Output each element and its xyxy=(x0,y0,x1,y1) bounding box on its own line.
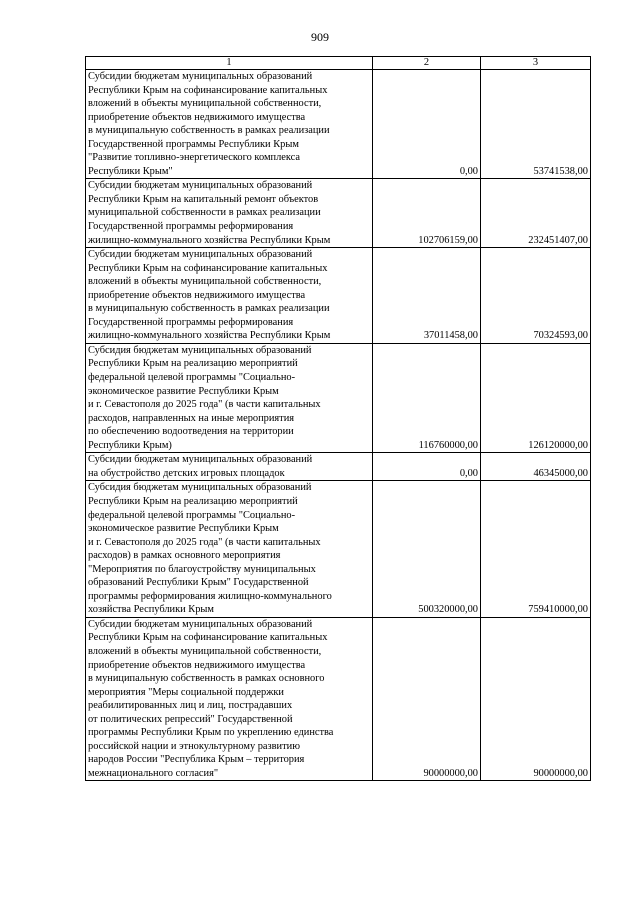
row-value-col2: 37011458,00 xyxy=(373,248,481,344)
row-value-col3: 232451407,00 xyxy=(481,179,591,248)
row-value-col3: 53741538,00 xyxy=(481,70,591,179)
row-value-col2: 500320000,00 xyxy=(373,481,481,617)
row-value-col2: 102706159,00 xyxy=(373,179,481,248)
table-row xyxy=(86,617,591,781)
table-row xyxy=(86,453,591,481)
column-header-3: 3 xyxy=(481,57,591,70)
column-header-1: 1 xyxy=(86,57,373,70)
row-value-col2: 0,00 xyxy=(373,70,481,179)
row-value-col2: 90000000,00 xyxy=(373,617,481,781)
table-row xyxy=(86,343,591,452)
row-description: Субсидии бюджетам муниципальных образований Республики Крым на софинансирование капитальных вложений в объекты муниципальной собственности, приобретение объектов недвижимого имущества в муниципальную собственность в рамках реализации Государственной программы Республики Крым "Развитие топливно-энергетического комплекса Республики Крым" xyxy=(86,70,373,179)
row-description: Субсидия бюджетам муниципальных образований Республики Крым на реализацию мероприятий федеральной целевой программы "Социально- экономическое развитие Республики Крым и г. Севастополя до 2025 года" (в части капитальных расходов, направленных на иные мероприятия по обеспечению водоотведения на территории Республики Крым) xyxy=(86,343,373,452)
row-value-col3: 759410000,00 xyxy=(481,481,591,617)
row-value-col2: 116760000,00 xyxy=(373,343,481,452)
table-row xyxy=(86,70,591,179)
table-header-row xyxy=(86,57,591,70)
budget-table xyxy=(85,56,591,781)
row-value-col3: 46345000,00 xyxy=(481,453,591,481)
row-description: Субсидии бюджетам муниципальных образований Республики Крым на капитальный ремонт объектов муниципальной собственности в рамках реализации Государственной программы реформирования жилищно-коммунального хозяйства Республики Крым xyxy=(86,179,373,248)
row-description: Субсидия бюджетам муниципальных образований Республики Крым на реализацию мероприятий федеральной целевой программы "Социально- экономическое развитие Республики Крым и г. Севастополя до 2025 года" (в части капитальных расходов) в рамках основного мероприятия "Мероприятия по благоустройству муниципальных образований Республики Крым" Государственной программы реформирования жилищно-коммунального хозяйства Республики Крым xyxy=(86,481,373,617)
row-description: Субсидии бюджетам муниципальных образований Республики Крым на софинансирование капитальных вложений в объекты муниципальной собственности, приобретение объектов недвижимого имущества в муниципальную собственность в рамках основного мероприятия "Меры социальной поддержки реабилитированных лиц и лиц, пострадавших от политических репрессий" Государственной программы Республики Крым по укреплению единства российской нации и этнокультурному развитию народов России "Республика Крым – территория межнационального согласия" xyxy=(86,617,373,781)
table-row xyxy=(86,481,591,617)
column-header-2: 2 xyxy=(373,57,481,70)
table-row xyxy=(86,248,591,344)
row-description: Субсидии бюджетам муниципальных образований на обустройство детских игровых площадок xyxy=(86,453,373,481)
row-value-col3: 70324593,00 xyxy=(481,248,591,344)
row-value-col2: 0,00 xyxy=(373,453,481,481)
row-description: Субсидии бюджетам муниципальных образований Республики Крым на софинансирование капитальных вложений в объекты муниципальной собственности, приобретение объектов недвижимого имущества в муниципальную собственность в рамках реализации Государственной программы реформирования жилищно-коммунального хозяйства Республики Крым xyxy=(86,248,373,344)
table-row xyxy=(86,179,591,248)
row-value-col3: 126120000,00 xyxy=(481,343,591,452)
row-value-col3: 90000000,00 xyxy=(481,617,591,781)
page-number: 909 xyxy=(311,30,329,44)
